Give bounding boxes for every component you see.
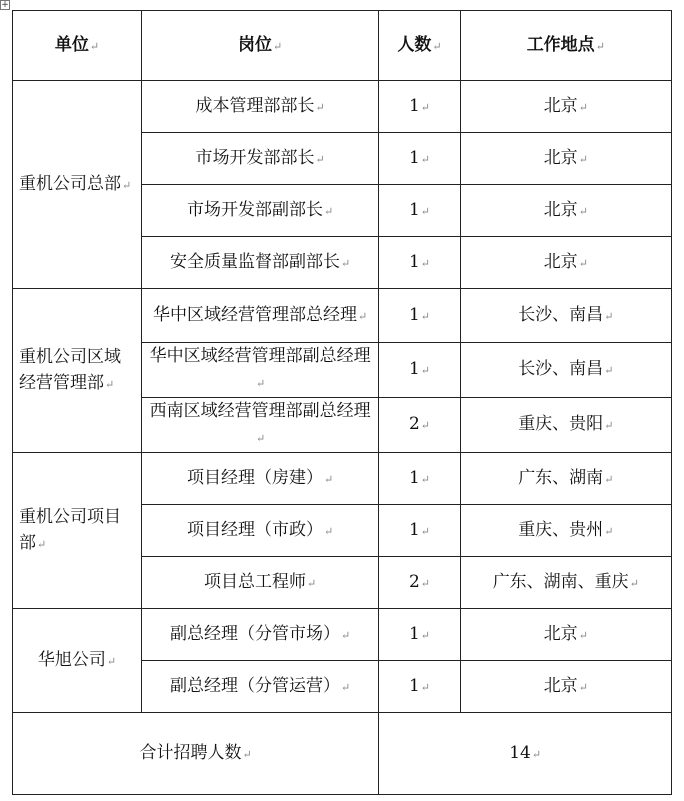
location-cell: 长沙、南昌↵ — [460, 343, 671, 398]
position-cell: 项目总工程师↵ — [141, 557, 378, 609]
count-cell: 2↵ — [379, 398, 460, 453]
position-cell: 项目经理（市政）↵ — [141, 505, 378, 557]
recruitment-table — [12, 10, 672, 795]
position-cell: 西南区域经营管理部副总经理↵ — [141, 398, 378, 453]
location-cell: 北京↵ — [460, 609, 671, 661]
table-row — [13, 289, 672, 343]
table-move-handle-icon[interactable]: + — [1, 0, 9, 10]
total-row — [13, 713, 672, 795]
count-cell: 1↵ — [379, 81, 460, 133]
unit-cell-project: 重机公司项目部↵ — [13, 453, 142, 609]
location-cell: 北京↵ — [460, 185, 671, 237]
count-cell: 1↵ — [379, 453, 460, 505]
location-cell: 北京↵ — [460, 133, 671, 185]
location-cell: 北京↵ — [460, 237, 671, 289]
count-cell: 1↵ — [379, 237, 460, 289]
count-cell: 1↵ — [379, 609, 460, 661]
location-cell: 广东、湖南、重庆↵ — [460, 557, 671, 609]
location-cell: 重庆、贵州↵ — [460, 505, 671, 557]
location-cell: 广东、湖南↵ — [460, 453, 671, 505]
count-cell: 1↵ — [379, 133, 460, 185]
count-cell: 1↵ — [379, 661, 460, 713]
count-cell: 1↵ — [379, 289, 460, 343]
location-cell: 北京↵ — [460, 661, 671, 713]
total-value: 14↵ — [379, 713, 672, 795]
unit-cell-regional: 重机公司区域经营管理部↵ — [13, 289, 142, 453]
count-cell: 1↵ — [379, 505, 460, 557]
table-row — [13, 609, 672, 661]
position-cell: 项目经理（房建）↵ — [141, 453, 378, 505]
header-unit: 单位↵ — [13, 11, 142, 81]
header-row — [13, 11, 672, 81]
position-cell: 成本管理部部长↵ — [141, 81, 378, 133]
total-label: 合计招聘人数↵ — [13, 713, 379, 795]
table-row — [13, 453, 672, 505]
header-count: 人数↵ — [379, 11, 460, 81]
count-cell: 1↵ — [379, 343, 460, 398]
position-cell: 华中区域经营管理部副总经理↵ — [141, 343, 378, 398]
unit-cell-huaxu: 华旭公司↵ — [13, 609, 142, 713]
table-row — [13, 81, 672, 133]
location-cell: 长沙、南昌↵ — [460, 289, 671, 343]
position-cell: 副总经理（分管运营）↵ — [141, 661, 378, 713]
unit-cell-hq: 重机公司总部↵ — [13, 81, 142, 289]
count-cell: 1↵ — [379, 185, 460, 237]
position-cell: 安全质量监督部副部长↵ — [141, 237, 378, 289]
position-cell: 副总经理（分管市场）↵ — [141, 609, 378, 661]
count-cell: 2↵ — [379, 557, 460, 609]
position-cell: 市场开发部部长↵ — [141, 133, 378, 185]
position-cell: 华中区域经营管理部总经理↵ — [141, 289, 378, 343]
location-cell: 北京↵ — [460, 81, 671, 133]
location-cell: 重庆、贵阳↵ — [460, 398, 671, 453]
header-position: 岗位↵ — [141, 11, 378, 81]
position-cell: 市场开发部副部长↵ — [141, 185, 378, 237]
header-location: 工作地点↵ — [460, 11, 671, 81]
